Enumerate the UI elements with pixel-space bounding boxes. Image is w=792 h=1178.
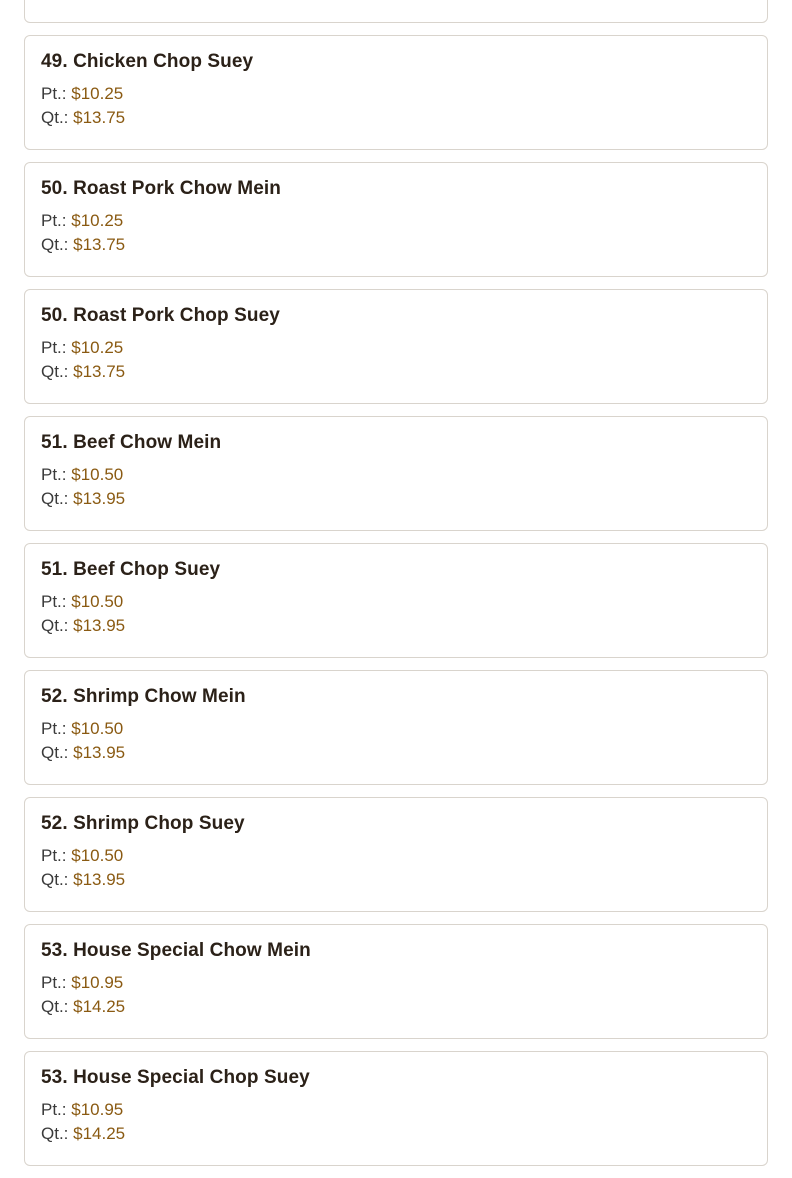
quart-price-row (41, 868, 751, 892)
quart-price-row (41, 741, 751, 765)
quart-label: Qt.: (41, 616, 69, 635)
menu-item-title: 53. House Special Chop Suey (41, 1067, 310, 1088)
quart-label: Qt.: (41, 997, 69, 1016)
pint-price: $10.25 (71, 338, 124, 357)
pint-price-row (41, 463, 751, 487)
menu-item-title: 52. Shrimp Chow Mein (41, 686, 246, 707)
menu-item-card[interactable] (24, 0, 768, 23)
quart-price-row (41, 614, 751, 638)
pint-price-row (41, 590, 751, 614)
pint-price: $10.50 (71, 719, 124, 738)
menu-item-card[interactable] (24, 924, 768, 1039)
pint-price: $10.50 (71, 846, 124, 865)
pint-price-row (41, 336, 751, 360)
menu-item-card[interactable] (24, 416, 768, 531)
pint-label: Pt.: (41, 1100, 67, 1119)
menu-item-card[interactable] (24, 289, 768, 404)
menu-item-title: 53. House Special Chow Mein (41, 940, 311, 961)
menu-item-card[interactable] (24, 35, 768, 150)
quart-label: Qt.: (41, 870, 69, 889)
pint-label: Pt.: (41, 211, 67, 230)
quart-label: Qt.: (41, 743, 69, 762)
menu-item-title: 50. Roast Pork Chow Mein (41, 178, 281, 199)
menu-item-title: 52. Shrimp Chop Suey (41, 813, 245, 834)
menu-item-title: 50. Roast Pork Chop Suey (41, 305, 280, 326)
pint-price-row (41, 82, 751, 106)
pint-price-row (41, 209, 751, 233)
menu-item-card[interactable] (24, 797, 768, 912)
quart-price: $13.75 (73, 235, 126, 254)
quart-price-row (41, 1122, 751, 1146)
pint-label: Pt.: (41, 465, 67, 484)
pint-price: $10.95 (71, 973, 124, 992)
quart-price: $13.95 (73, 489, 126, 508)
pint-label: Pt.: (41, 973, 67, 992)
menu-item-card[interactable] (24, 1051, 768, 1166)
pint-price-row (41, 717, 751, 741)
quart-label: Qt.: (41, 108, 69, 127)
pint-price-row (41, 1098, 751, 1122)
pint-label: Pt.: (41, 338, 67, 357)
menu-item-list (24, 0, 768, 1178)
pint-price-row (41, 971, 751, 995)
pint-label: Pt.: (41, 592, 67, 611)
quart-price-row (41, 487, 751, 511)
quart-price: $13.95 (73, 616, 126, 635)
pint-price: $10.25 (71, 84, 124, 103)
quart-label: Qt.: (41, 489, 69, 508)
menu-item-title: 49. Chicken Chop Suey (41, 51, 254, 72)
quart-price: $13.95 (73, 870, 126, 889)
menu-item-title: 51. Beef Chop Suey (41, 559, 221, 580)
quart-label: Qt.: (41, 1124, 69, 1143)
menu-item-card[interactable] (24, 670, 768, 785)
pint-price: $10.50 (71, 592, 124, 611)
pint-price-row (41, 844, 751, 868)
pint-label: Pt.: (41, 846, 67, 865)
quart-price-row (41, 106, 751, 130)
quart-price: $13.75 (73, 362, 126, 381)
quart-label: Qt.: (41, 362, 69, 381)
pint-label: Pt.: (41, 719, 67, 738)
quart-price: $13.95 (73, 743, 126, 762)
quart-price-row (41, 0, 751, 3)
quart-price: $14.25 (73, 997, 126, 1016)
pint-label: Pt.: (41, 84, 67, 103)
quart-price: $14.25 (73, 1124, 126, 1143)
quart-price: $13.75 (73, 108, 126, 127)
quart-label: Qt.: (41, 235, 69, 254)
pint-price: $10.50 (71, 465, 124, 484)
quart-price-row (41, 233, 751, 257)
menu-item-card[interactable] (24, 543, 768, 658)
menu-item-card[interactable] (24, 162, 768, 277)
quart-price-row (41, 360, 751, 384)
quart-price-row (41, 995, 751, 1019)
pint-price: $10.95 (71, 1100, 124, 1119)
pint-price: $10.25 (71, 211, 124, 230)
menu-item-title: 51. Beef Chow Mein (41, 432, 222, 453)
